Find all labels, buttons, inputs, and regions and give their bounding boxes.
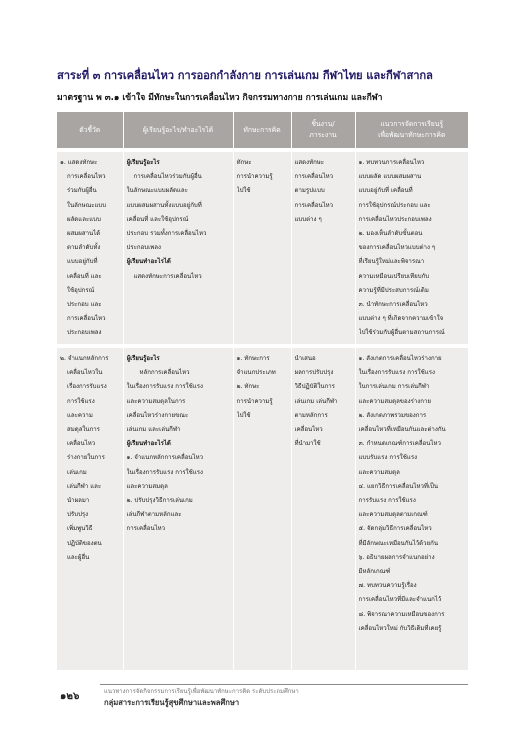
text-line: การนำความรู้ [236, 397, 273, 405]
text-line: แบบอยู่กับที่ [67, 258, 98, 266]
text-line: ๓. กำหนดเกณฑ์การเคลื่อนไหว [358, 440, 441, 448]
text-line: เล่นเกม [67, 468, 87, 476]
text-line: ชิ้นงาน/ [311, 120, 335, 128]
text-line: เล่นเกม เล่นกีฬา [294, 397, 338, 405]
cell-indicator [57, 150, 123, 346]
text-line: เรื่องการรับแรง [67, 383, 107, 391]
header-skill [233, 112, 291, 150]
text-line: ความเหมือนเปรียบเทียบกับ [358, 272, 430, 280]
text-line: ๘. พิจารณาความเหมือนของการ [358, 610, 445, 618]
text-line: ปรับปรุง [67, 511, 89, 519]
text-line: ใช้อุปกรณ์ [67, 286, 95, 294]
text-line: แบบต่าง ๆ ที่เกิดจากความเข้าใจ [358, 315, 444, 323]
cell-indicator [57, 346, 123, 670]
text-line: การเคลื่อนไหว [67, 315, 106, 323]
text-line: ตัวชี้วัด [79, 125, 101, 134]
text-line: แบบรับแรง การใช้แรง [358, 454, 418, 462]
text-line: เคลื่อนไหวร่างกายขณะ [126, 411, 189, 419]
text-line: เคลื่อนไหวใน [67, 369, 103, 377]
text-line: ตามหลักการ [294, 411, 328, 419]
text-line: การเคลื่อนไหว [294, 173, 334, 181]
text-line: ประกอบเพลง [67, 329, 102, 337]
cell-learn [123, 346, 233, 670]
text-line: สมดุลในการ [67, 426, 100, 434]
text-line: ๑. ทบทวนการเคลื่อนไหว [358, 159, 425, 166]
text-line: การเคลื่อนไหว [294, 201, 334, 209]
text-line: ๒. มองเห็นลำดับขั้นตอน [358, 230, 423, 238]
text-line: แนวการจัดการเรียนรู้ [380, 120, 444, 128]
text-line: เคลื่อนที่ และใช้อุปกรณ์ [126, 215, 189, 223]
table-row [57, 150, 468, 346]
text-line: ในลักษณะแบบผลัดและ [126, 187, 188, 195]
text-line: ๒. สังเกตภาพรวมของการ [358, 411, 427, 419]
section-label: ผู้เรียนทำอะไรได้ [126, 440, 171, 448]
text-line: การใช้แรง [67, 397, 95, 405]
header-learn [123, 112, 233, 150]
text-line: ที่เรียนรู้ใหม่และพิจารณา [358, 258, 425, 266]
text-line: ร่วมกับผู้อื่น [67, 187, 97, 195]
cell-skill [233, 346, 291, 670]
text-line: เคลื่อนไหวใหม่ กับวิธีเดิมที่เคยรู้ [358, 624, 442, 632]
text-line: ๑. จำแนกหลักการเคลื่อนไหว [126, 454, 204, 462]
text-line: ประกอบเพลง [126, 244, 161, 252]
text-line: แบบอยู่กับที่ เคลื่อนที่ [358, 187, 413, 195]
cell-work [291, 346, 355, 670]
header-work [291, 112, 355, 150]
text-line: ความรู้ที่มีประสบการณ์เดิม [358, 286, 429, 294]
text-line: ๑. ทักษะการ [236, 355, 270, 362]
text-line: ประกอบ รวมทั้งการเคลื่อนไหว [126, 230, 207, 238]
text-line: แสดงทักษะ [294, 159, 325, 166]
text-line: เคลื่อนที่ และ [67, 272, 102, 280]
text-line: ผลการปรับปรุง [294, 369, 334, 377]
text-line: ประกอบ และ [67, 301, 102, 309]
text-line: ๓. นำทักษะการเคลื่อนไหว [358, 301, 428, 309]
text-line: ผู้เรียนรู้อะไร/ทำอะไรได้ [142, 125, 214, 134]
text-line: ในเรื่องการรับแรง การใช้แรง [126, 468, 203, 476]
text-line: และความสมดุล [126, 482, 168, 490]
text-line: การเคลื่อนไหวประกอบเพลง [358, 215, 432, 223]
cell-work [291, 150, 355, 346]
text-line: การรับแรง การใช้แรง [358, 497, 416, 505]
text-line: ๑. แสดงทักษะ [60, 159, 98, 166]
text-line: เคลื่อนไหวที่เหมือนกันและต่างกัน [358, 426, 446, 434]
text-line: ๒. จำแนกหลักการ [60, 355, 109, 362]
text-line: นำผลมา [67, 497, 90, 505]
text-line: และความ [67, 411, 93, 419]
cell-learn [123, 150, 233, 346]
footer-book-title: แนวทางการจัดกิจกรรมการเรียนรู้เพื่อพัฒนาทักษะการคิด ระดับประถมศึกษา [104, 688, 299, 695]
text-line: การเคลื่อนไหว [67, 173, 106, 181]
text-line: ในลักษณะแบบ [67, 201, 107, 209]
text-line: มีหลักเกณฑ์ [358, 568, 391, 576]
header-indicator [57, 112, 123, 150]
text-line: ของการเคลื่อนไหวแบบต่าง ๆ [358, 244, 436, 252]
text-line: ที่มีลักษณะเหมือนกันไว้ด้วยกัน [358, 539, 438, 547]
text-line: ๖. อธิบายผลการจำแนกอย่าง [358, 553, 435, 561]
text-line: เล่นกีฬา และ [67, 482, 102, 490]
text-line: เคลื่อนไหว [67, 440, 96, 448]
text-line: ไปใช้ร่วมกับผู้อื่นตามสถานการณ์ [358, 329, 445, 337]
text-line: การเคลื่อนไหว [126, 525, 166, 533]
section-label: ผู้เรียนทำอะไรได้ [126, 258, 171, 266]
text-line: ไปใช้ [236, 411, 251, 419]
text-line: เล่นเกม และเล่นกีฬา [126, 426, 181, 434]
text-line: และความสมดุล [358, 468, 400, 476]
text-line: การนำความรู้ [236, 173, 273, 181]
text-line: ๗. ทบทวนความรู้เรื่อง [358, 582, 417, 590]
text-line: และความสมดุลของร่างกาย [358, 397, 431, 405]
cell-approach [355, 346, 468, 670]
table-header-row [57, 112, 468, 150]
section-label: ผู้เรียนรู้อะไร [126, 159, 160, 166]
text-line: และความสมดุลในการ [126, 397, 186, 405]
text-line: เพิ่มพูนวิธี [67, 525, 93, 533]
section-label: ผู้เรียนรู้อะไร [126, 355, 160, 362]
standard-subheading: มาตรฐาน พ ๓.๑ เข้าใจ มีทักษะในการเคลื่อนไหว กิจกรรมทางกาย การเล่นเกม และกีฬา [57, 93, 383, 103]
text-line: วิธีปฏิบัติในการ [294, 383, 335, 391]
text-line: ตามรูปแบบ [294, 187, 325, 195]
text-line: หลักการเคลื่อนไหว [139, 369, 190, 377]
text-line: ผสมผสานได้ [67, 230, 101, 238]
text-line: แบบต่าง ๆ [294, 215, 322, 223]
text-line: ๒. ปรับปรุงวิธีการเล่นเกม [126, 497, 193, 505]
text-line: ปฏิบัติของตน [67, 539, 102, 547]
text-line: การเคลื่อนไหวที่มีและจำแนกไว้ [358, 596, 442, 604]
page-heading: สาระที่ ๓ การเคลื่อนไหว การออกกำลังกาย การเล่นเกม กีฬาไทย และกีฬาสากล [57, 69, 433, 82]
text-line: ในการเล่นเกม การเล่นกีฬา [358, 383, 430, 391]
table-row [57, 346, 468, 670]
text-line: ในเรื่องการรับแรง การใช้แรง [126, 383, 203, 391]
text-line: แสดงทักษะการเคลื่อนไหว [133, 272, 202, 280]
text-line: ไปใช้ [236, 187, 251, 195]
text-line: เพื่อพัฒนาทักษะการคิด [378, 131, 446, 139]
footer-divider [100, 684, 468, 685]
text-line: ๔. แยกวิธีการเคลื่อนไหวที่เป็น [358, 482, 439, 490]
page-number: ๑๒๖ [60, 691, 80, 702]
text-line: ๒. ทักษะ [236, 383, 260, 391]
text-line: นำเสนอ [294, 355, 316, 362]
learning-table [57, 112, 468, 670]
text-line: เคลื่อนไหว [294, 426, 323, 434]
text-line: ๕. จัดกลุ่มวิธีการเคลื่อนไหว [358, 525, 432, 533]
text-line: ทักษะ [236, 159, 252, 166]
text-line: การใช้อุปกรณ์ประกอบ และ [358, 201, 431, 209]
text-line: การเคลื่อนไหวร่วมกับผู้อื่น [133, 173, 202, 181]
text-line: จำแนกประเภท [236, 369, 276, 377]
text-line: และผู้อื่น [67, 553, 90, 561]
text-line: ทักษะการคิด [243, 125, 281, 134]
text-line: ในเรื่องการรับแรง การใช้แรง [358, 369, 435, 377]
cell-skill [233, 150, 291, 346]
text-line: ๑. สังเกตการเคลื่อนไหวร่างกาย [358, 355, 442, 362]
text-line: ภาระงาน [309, 131, 337, 139]
text-line: แบบผลัด แบบผสมผสาน [358, 173, 422, 181]
text-line: ร่างกายในการ [67, 454, 105, 462]
text-line: ตามลำดับทั้ง [67, 244, 101, 252]
text-line: ที่นำมาใช้ [294, 440, 321, 448]
text-line: เล่นกีฬาตามหลักและ [126, 511, 182, 519]
text-line: แบบผสมผสานทั้งแบบอยู่กับที่ [126, 201, 202, 209]
text-line: และความสมดุลตามเกณฑ์ [358, 511, 428, 519]
cell-approach [355, 150, 468, 346]
footer-subject-group: กลุ่มสาระการเรียนรู้สุขศึกษาและพลศึกษา [104, 698, 240, 707]
text-line: ผลัดและแบบ [67, 215, 101, 223]
header-approach [355, 112, 468, 150]
